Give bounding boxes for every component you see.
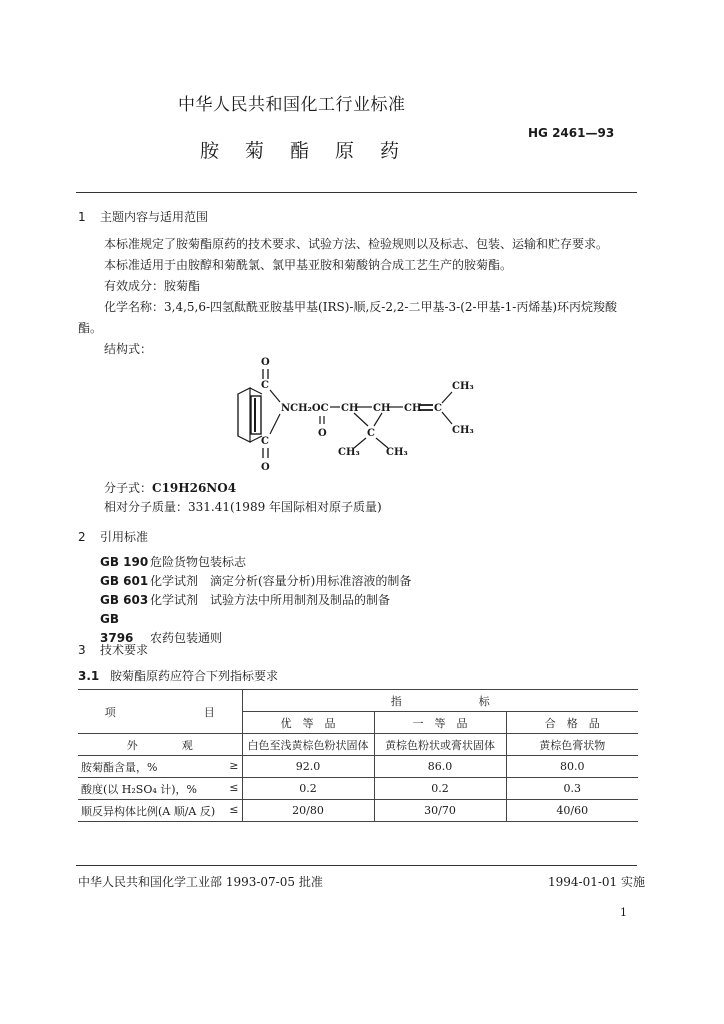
value-cell: 30/70 <box>374 800 506 822</box>
page-number: 1 <box>620 906 627 919</box>
reference-code: GB 603 <box>100 593 149 607</box>
chemical-name: 化学名称：3,4,5,6-四氢酞酰亚胺基甲基(IRS)-顺,反-2,2-二甲基-3-(2-甲基-1-丙烯基)环丙烷羧酸酯。 <box>78 300 618 335</box>
section-1-heading <box>78 208 208 225</box>
reference-list <box>100 553 411 648</box>
reference-code: GB 190 <box>100 555 149 569</box>
molecular-weight: 相对分子质量：331.41(1989 年国际相对原子质量) <box>104 500 382 514</box>
value-cell: 0.3 <box>506 778 638 800</box>
reference-item <box>100 553 411 572</box>
atom-label: CH₃ <box>452 381 474 392</box>
table-row <box>78 734 638 756</box>
reference-item <box>100 591 411 610</box>
grade-header: 合 格 品 <box>506 712 638 734</box>
section-3-heading <box>78 641 148 658</box>
value-cell: 40/60 <box>506 800 638 822</box>
formula-label: 分子式： <box>104 481 153 495</box>
table-header-row <box>78 690 638 712</box>
approval-line: 中华人民共和国化学工业部 1993-07-05 批准 <box>78 875 323 889</box>
atom-label: NCH₂OC <box>281 403 329 414</box>
table-row <box>78 756 638 778</box>
top-divider <box>76 192 637 193</box>
reference-code: GB 3796 <box>100 612 134 645</box>
item-header: 项 目 <box>78 690 242 734</box>
section-number: 3 <box>78 643 86 657</box>
atom-label: C <box>261 436 269 447</box>
atom-label: C <box>434 403 442 414</box>
item-cell: 外 观 <box>78 734 242 756</box>
value-cell: 白色至浅黄棕色粉状固体 <box>242 734 374 756</box>
value-cell: 20/80 <box>242 800 374 822</box>
section-title: 主题内容与适用范围 <box>100 210 209 224</box>
atom-label: CH <box>341 403 359 414</box>
spec-table <box>78 689 638 822</box>
atom-label: C <box>261 380 269 391</box>
operator: ≤ <box>229 780 239 794</box>
index-header: 指 标 <box>242 690 638 712</box>
reference-text: 农药包装通则 <box>150 631 223 645</box>
paragraph: 本标准适用于由胺醇和菊酰氯、氯甲基亚胺和菊酸钠合成工艺生产的胺菊酯。 <box>104 258 513 272</box>
reference-text: 化学试剂 试验方法中所用制剂及制品的制备 <box>150 593 391 607</box>
atom-label: C <box>367 428 375 439</box>
section-1-body <box>78 234 638 360</box>
formula-value: C19H26NO4 <box>152 481 237 495</box>
reference-text: 危险货物包装标志 <box>150 555 247 569</box>
item-label: 胺菊酯含量，% <box>81 760 158 774</box>
value-cell: 92.0 <box>242 756 374 778</box>
bottom-divider <box>76 865 637 866</box>
table-row <box>78 778 638 800</box>
subsection-number: 3.1 <box>78 669 100 683</box>
value-cell: 黄棕色粉状或膏状固体 <box>374 734 506 756</box>
section-2-heading <box>78 528 148 545</box>
atom-label: O <box>261 462 270 473</box>
atom-label: CH₃ <box>386 447 408 458</box>
atom-label: O <box>261 357 270 368</box>
structure-label: 结构式： <box>104 342 153 356</box>
active-ingredient: 有效成分：胺菊酯 <box>104 279 201 293</box>
reference-code: GB 601 <box>100 574 149 588</box>
atom-label: CH₃ <box>338 447 360 458</box>
item-cell <box>78 800 242 822</box>
section-number: 1 <box>78 210 86 224</box>
standard-title: 中华人民共和国化工行业标准 <box>178 95 406 115</box>
table-row <box>78 800 638 822</box>
grade-header: 优 等 品 <box>242 712 374 734</box>
grade-header: 一 等 品 <box>374 712 506 734</box>
operator: ≤ <box>229 802 239 816</box>
value-cell: 0.2 <box>374 778 506 800</box>
section-number: 2 <box>78 530 86 544</box>
subsection-3-1 <box>78 666 278 687</box>
value-cell: 黄棕色膏状物 <box>506 734 638 756</box>
atom-label: CH₃ <box>452 425 474 436</box>
subsection-text: 胺菊酯原药应符合下列指标要求 <box>110 669 279 683</box>
atom-label: CH <box>404 403 422 414</box>
document-title: 胺菊酯原药 <box>200 140 426 162</box>
paragraph: 本标准规定了胺菊酯原药的技术要求、试验方法、检验规则以及标志、包装、运输和贮存要求。 <box>104 237 609 251</box>
reference-text: 化学试剂 滴定分析(容量分析)用标准溶液的制备 <box>150 574 412 588</box>
molecular-formula <box>104 478 236 499</box>
atom-label: O <box>318 428 327 439</box>
item-cell <box>78 778 242 800</box>
reference-item <box>100 572 411 591</box>
implementation-date: 1994-01-01 实施 <box>548 875 646 889</box>
operator: ≥ <box>229 758 239 772</box>
standard-code: HG 2461—93 <box>528 126 615 140</box>
value-cell: 80.0 <box>506 756 638 778</box>
value-cell: 86.0 <box>374 756 506 778</box>
section-title: 引用标准 <box>100 530 149 544</box>
structural-formula <box>226 350 496 476</box>
item-cell <box>78 756 242 778</box>
item-label: 顺反异构体比例(A 顺/A 反) <box>81 804 216 818</box>
section-title: 技术要求 <box>100 643 149 657</box>
item-label: 酸度(以 H₂SO₄ 计)，% <box>81 782 197 796</box>
atom-label: CH <box>373 403 391 414</box>
value-cell: 0.2 <box>242 778 374 800</box>
